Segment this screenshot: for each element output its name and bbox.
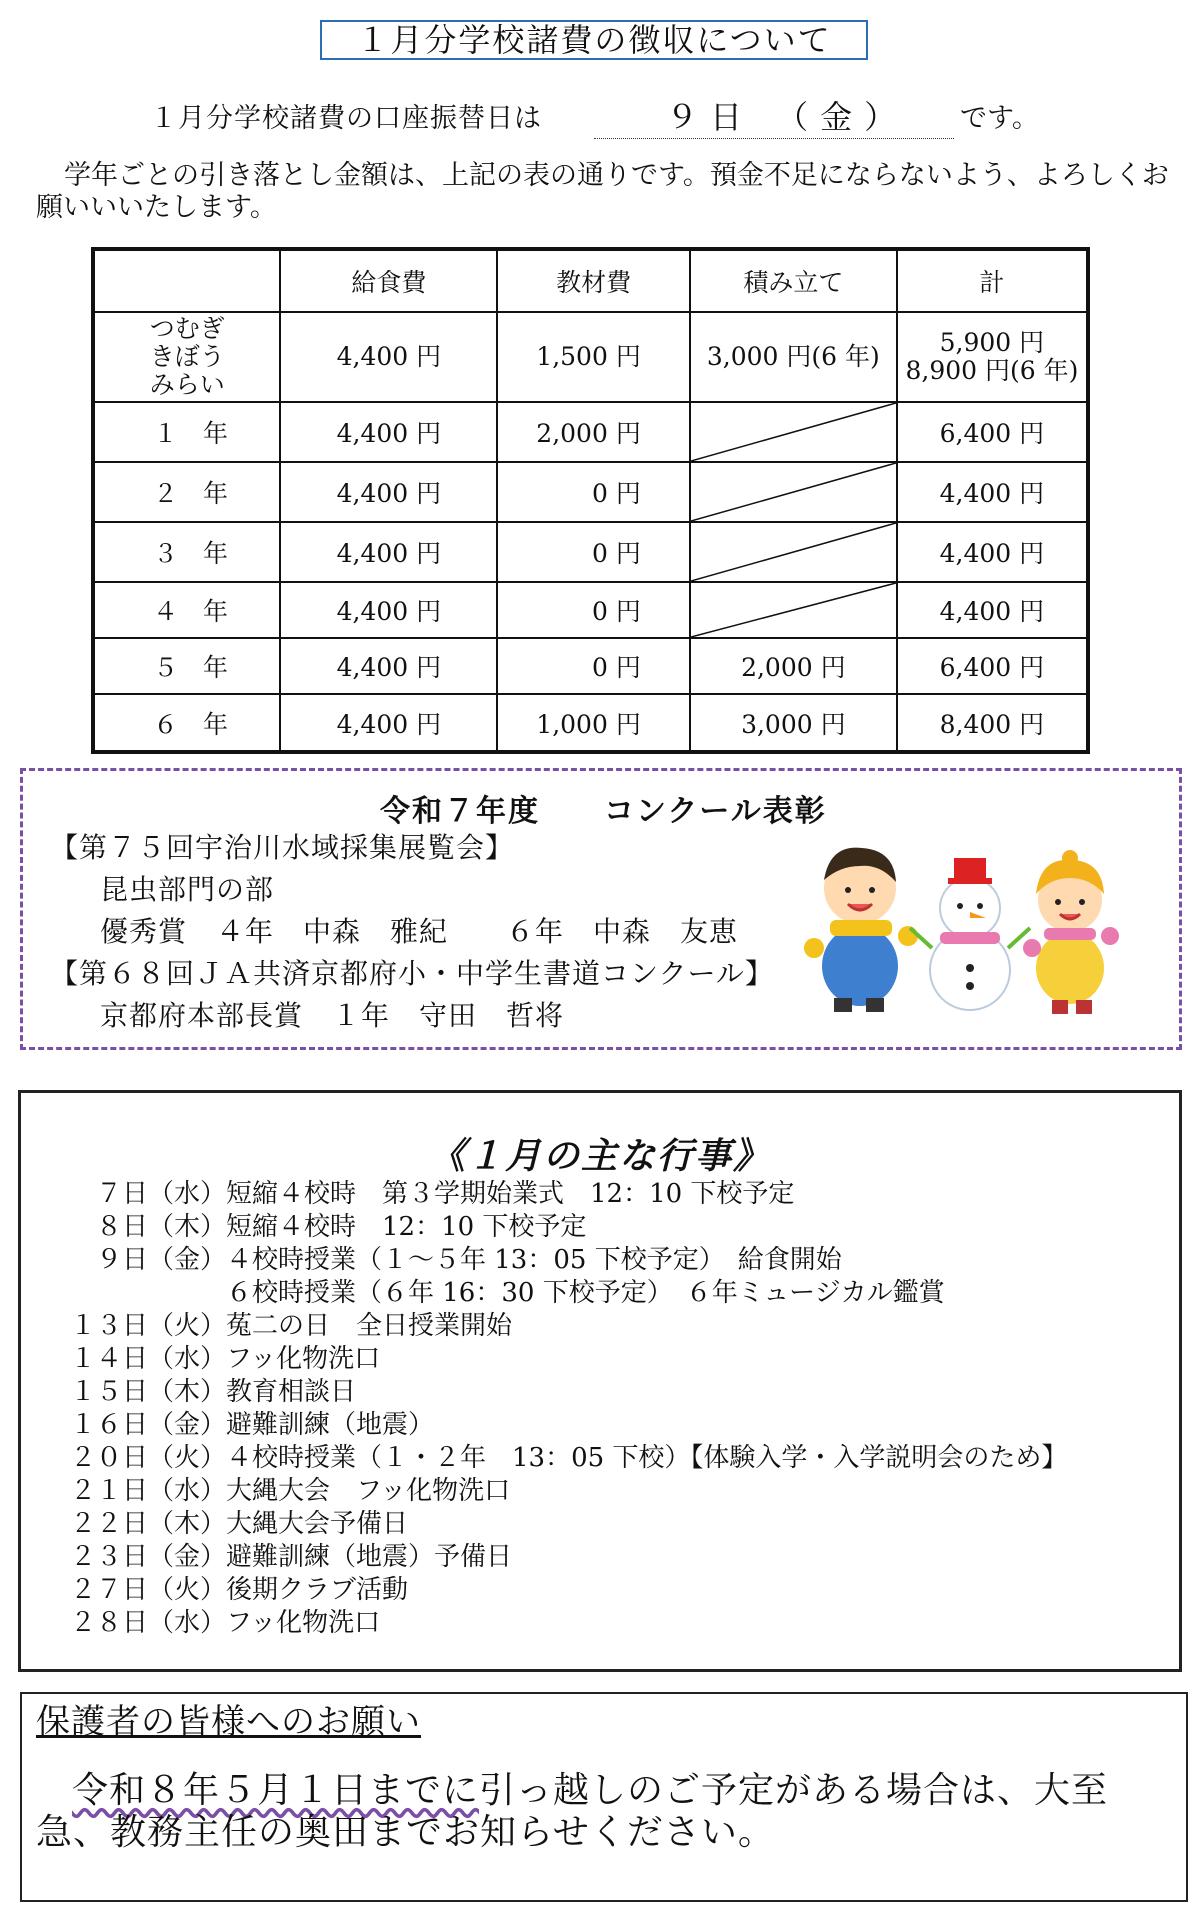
fee-table-row bbox=[93, 694, 1088, 752]
fee-table-row bbox=[93, 522, 1088, 582]
notice-body: 学年ごとの引き落とし金額は、上記の表の通りです。預金不足にならないよう、よろしくお願いいいたします。 bbox=[36, 160, 1169, 223]
request-body: 引っ越しのご予定がある場合は、大至急、教務主任の奥田までお知らせください。 bbox=[36, 1770, 1109, 1853]
materials-fee-cell: 0 円 bbox=[497, 582, 689, 638]
materials-fee-cell: 1,500 円 bbox=[497, 312, 689, 402]
event-item: １６日（金）避難訓練（地震） bbox=[70, 1410, 435, 1440]
savings-cell bbox=[690, 462, 897, 522]
snow-children-illustration bbox=[800, 828, 1140, 1018]
header-cell: 計 bbox=[897, 249, 1088, 312]
request-emphasis: 令和８年５月１日までに bbox=[72, 1770, 480, 1811]
savings-cell bbox=[690, 402, 897, 462]
fee-table-row bbox=[93, 582, 1088, 638]
event-item: ２８日（水）フッ化物洗口 bbox=[70, 1608, 381, 1638]
savings-cell: 2,000 円 bbox=[690, 638, 897, 694]
debit-date: ９日 （金） bbox=[594, 92, 954, 139]
award-title: 令和７年度 コンクール表彰 bbox=[380, 794, 827, 829]
empty-slash-mark bbox=[691, 583, 896, 637]
snowman-icon bbox=[910, 858, 1030, 1010]
debit-label: １月分学校諸費の口座振替日は bbox=[150, 103, 542, 134]
grade-cell: ５ 年 bbox=[93, 638, 280, 694]
lunch-fee-cell: 4,400 円 bbox=[280, 638, 497, 694]
award-line: 昆虫部門の部 bbox=[100, 873, 275, 906]
event-item: ８日（木）短縮４校時 12：10 下校予定 bbox=[70, 1212, 587, 1242]
grade-cell: つむぎ きぼう みらい bbox=[93, 312, 280, 402]
header-cell bbox=[93, 249, 280, 312]
total-cell: 5,900 円 8,900 円(6 年) bbox=[897, 312, 1088, 402]
grade-cell: ６ 年 bbox=[93, 694, 280, 752]
empty-slash-mark bbox=[691, 403, 896, 461]
lunch-fee-cell: 4,400 円 bbox=[280, 462, 497, 522]
lunch-fee-cell: 4,400 円 bbox=[280, 522, 497, 582]
total-cell: 6,400 円 bbox=[897, 638, 1088, 694]
fee-table-row bbox=[93, 462, 1088, 522]
event-item: １４日（水）フッ化物洗口 bbox=[70, 1344, 381, 1374]
grade-cell: １ 年 bbox=[93, 402, 280, 462]
fee-table-header bbox=[93, 249, 1088, 312]
total-cell: 4,400 円 bbox=[897, 462, 1088, 522]
savings-cell: 3,000 円 bbox=[690, 694, 897, 752]
materials-fee-cell: 0 円 bbox=[497, 462, 689, 522]
notice-text bbox=[36, 160, 1176, 224]
boy-icon bbox=[804, 848, 918, 1012]
debit-suffix: です。 bbox=[960, 103, 1039, 134]
fee-table-row bbox=[93, 312, 1088, 402]
header-cell: 積み立て bbox=[690, 249, 897, 312]
total-cell: 6,400 円 bbox=[897, 402, 1088, 462]
request-title: 保護者の皆様へのお願い bbox=[36, 1702, 421, 1742]
savings-cell bbox=[690, 522, 897, 582]
savings-cell: 3,000 円(6 年) bbox=[690, 312, 897, 402]
award-line: 京都府本部長賞 １年 守田 哲将 bbox=[100, 999, 565, 1032]
event-item: １３日（火）菟二の日 全日授業開始 bbox=[70, 1311, 513, 1341]
lunch-fee-cell: 4,400 円 bbox=[280, 694, 497, 752]
event-item: ６校時授業（６年 16：30 下校予定） ６年ミュージカル鑑賞 bbox=[70, 1278, 945, 1308]
event-item: ２２日（木）大縄大会予備日 bbox=[70, 1509, 409, 1539]
events-title: 《１月の主な行事》 bbox=[428, 1136, 771, 1177]
materials-fee-cell: 0 円 bbox=[497, 638, 689, 694]
girl-icon bbox=[1023, 850, 1119, 1014]
event-item: ２３日（金）避難訓練（地震）予備日 bbox=[70, 1542, 513, 1572]
savings-cell bbox=[690, 582, 897, 638]
empty-slash-mark bbox=[691, 523, 896, 581]
total-cell: 4,400 円 bbox=[897, 582, 1088, 638]
request-text bbox=[36, 1770, 1176, 1854]
header-cell: 給食費 bbox=[280, 249, 497, 312]
fee-table-row bbox=[93, 402, 1088, 462]
header-cell: 教材費 bbox=[497, 249, 689, 312]
materials-fee-cell: 0 円 bbox=[497, 522, 689, 582]
event-item: １５日（木）教育相談日 bbox=[70, 1377, 357, 1407]
page-title: １月分学校諸費の徴収について bbox=[320, 20, 868, 60]
fee-table bbox=[91, 247, 1090, 754]
event-item: ２０日（火）４校時授業（１・２年 13：05 下校）【体験入学・入学説明会のため】 bbox=[70, 1443, 1068, 1473]
lunch-fee-cell: 4,400 円 bbox=[280, 582, 497, 638]
total-cell: 4,400 円 bbox=[897, 522, 1088, 582]
award-line: 優秀賞 ４年 中森 雅紀 ６年 中森 友恵 bbox=[100, 915, 739, 948]
events-list bbox=[70, 1178, 1170, 1640]
event-item: ７日（水）短縮４校時 第３学期始業式 12：10 下校予定 bbox=[70, 1179, 795, 1209]
event-item: ２７日（火）後期クラブ活動 bbox=[70, 1575, 409, 1605]
award-line: 【第６８回ＪＡ共済京都府小・中学生書道コンクール】 bbox=[50, 957, 774, 990]
award-line: 【第７５回宇治川水域採集展覧会】 bbox=[50, 831, 515, 864]
lunch-fee-cell: 4,400 円 bbox=[280, 402, 497, 462]
event-item: ９日（金）４校時授業（１～５年 13：05 下校予定） 給食開始 bbox=[70, 1245, 842, 1275]
grade-cell: ２ 年 bbox=[93, 462, 280, 522]
event-item: ２１日（水）大縄大会 フッ化物洗口 bbox=[70, 1476, 511, 1506]
grade-cell: ４ 年 bbox=[93, 582, 280, 638]
empty-slash-mark bbox=[691, 463, 896, 521]
lunch-fee-cell: 4,400 円 bbox=[280, 312, 497, 402]
grade-cell: ３ 年 bbox=[93, 522, 280, 582]
materials-fee-cell: 1,000 円 bbox=[497, 694, 689, 752]
materials-fee-cell: 2,000 円 bbox=[497, 402, 689, 462]
fee-table-row bbox=[93, 638, 1088, 694]
total-cell: 8,400 円 bbox=[897, 694, 1088, 752]
